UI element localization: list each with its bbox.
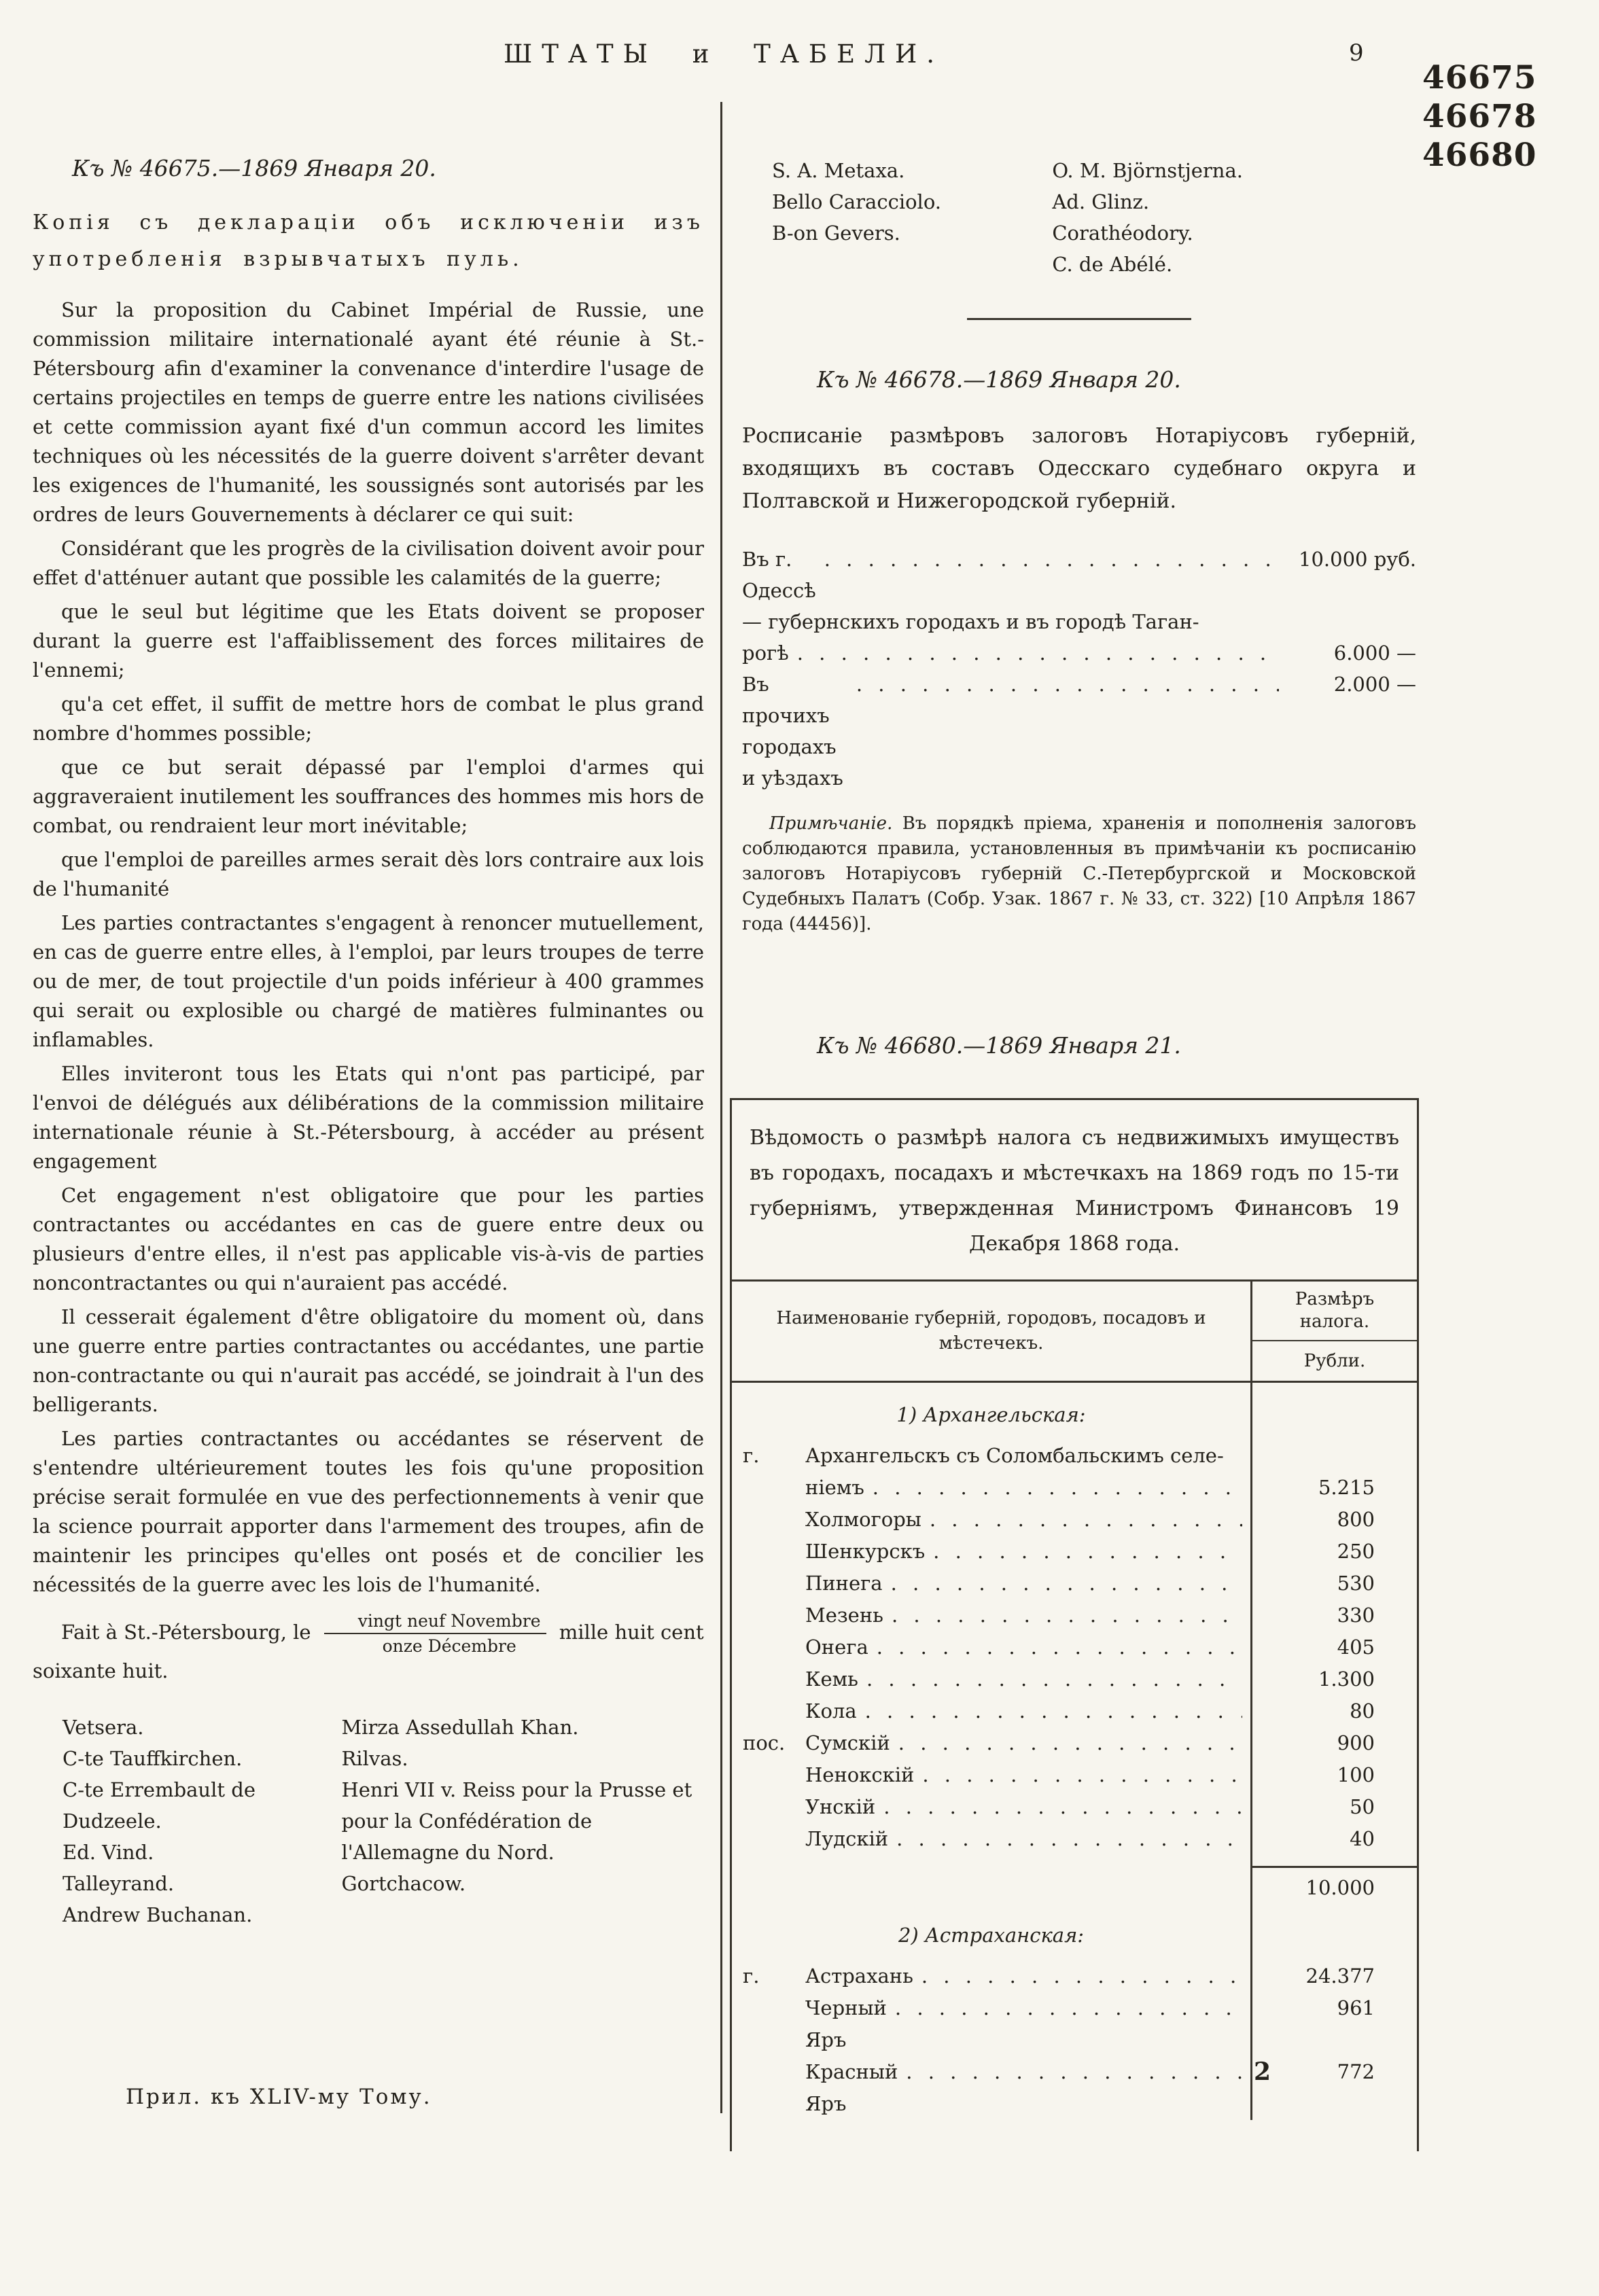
- tariff-row: [742, 669, 1416, 794]
- row-name: Красный Яръ: [805, 2060, 898, 2115]
- signature-item: Ed. Vind.: [63, 1841, 154, 1864]
- dot-leader: [856, 669, 1279, 700]
- column-header-name: Наименованіе губерній, городовъ, посадовъ и мѣстечекъ.: [776, 1308, 1206, 1354]
- date-fraction: [324, 1610, 546, 1657]
- tariff-row: [742, 637, 1416, 669]
- doc-number: 46680: [1422, 137, 1537, 174]
- doc1-paragraph: que ce but serait dépassé par l'emploi d'armes qui aggraveraient inutilement les souffrances des hommes mis hors de combat, ou rendraient leur mort inévitable;: [33, 756, 704, 837]
- dot-leader: [930, 1504, 1242, 1536]
- row-value: 5.215: [1318, 1476, 1375, 1499]
- table-row: [732, 1472, 1417, 1504]
- dot-leader: [906, 2056, 1242, 2088]
- doc2-note-label: Примѣчаніе.: [769, 813, 893, 834]
- subtotal-row: [732, 1866, 1417, 1903]
- dot-leader: [921, 1960, 1242, 1992]
- signature-item: Gortchacow.: [341, 1872, 466, 1895]
- doc2-intro: Росписаніе размѣровъ залоговъ Нотаріусовъ губерній, входящихъ въ составъ Одесскаго судебнаго округа и Полтавской и Нижегородской губерній.: [742, 424, 1416, 513]
- table-body: [732, 1383, 1417, 2120]
- dot-leader: [873, 1472, 1242, 1504]
- row-value: 772: [1337, 2060, 1375, 2083]
- row-value: 961: [1337, 1996, 1375, 2019]
- dateline: [33, 1610, 704, 1686]
- row-name: Ненокскій: [805, 1763, 915, 1786]
- dot-leader: [892, 1600, 1242, 1631]
- column-header-amount: Размѣръ налога.: [1252, 1282, 1417, 1341]
- table-rows-section-1: [732, 1440, 1417, 1855]
- dot-leader: [824, 544, 1279, 575]
- signature-item: Corathéodory.: [1052, 222, 1193, 245]
- row-value: 330: [1337, 1604, 1375, 1627]
- dot-leader: [898, 1727, 1242, 1759]
- row-name: Пинега: [805, 1572, 883, 1595]
- doc1-paragraph: Les parties contractantes s'engagent à renoncer mutuellement, en cas de guerre entre elles, à l'emploi, par leurs troupes de terre ou de mer, de tout projectile d'un poids inférieur à 400 grammes qui serait ou explosible ou chargé de matières fulminantes ou inflamables.: [33, 911, 704, 1051]
- row-value: 50: [1350, 1795, 1375, 1818]
- table-row: [732, 1536, 1417, 1568]
- doc2-note: [742, 811, 1416, 937]
- row-name: Кола: [805, 1699, 857, 1723]
- row-name: Онега: [805, 1636, 868, 1659]
- row-name: Архангельскъ съ Соломбальскимъ селе-: [805, 1444, 1224, 1467]
- table-row: [732, 1504, 1417, 1536]
- tariff-row-wrap: [742, 606, 1416, 637]
- date-fraction-bottom: onze Décembre: [382, 1636, 516, 1656]
- row-name: Унскій: [805, 1795, 876, 1818]
- signature-column-right: [1052, 155, 1416, 280]
- row-name: ніемъ: [805, 1476, 864, 1499]
- doc2-tariff: [742, 544, 1416, 794]
- row-name: Шенкурскъ: [805, 1540, 926, 1563]
- row-name: Черный Яръ: [805, 1996, 887, 2051]
- doc2-heading: Къ № 46678.—1869 Января 20.: [817, 366, 1181, 393]
- doc1-paragraph: qu'a cet effet, il suffit de mettre hors de combat le plus grand nombre d'hommes possible;: [33, 692, 704, 745]
- section-title: 1) Архангельская:: [896, 1403, 1086, 1426]
- signature-item: B-on Gevers.: [772, 222, 900, 245]
- doc1-paragraph: Elles inviteront tous les Etats qui n'ont pas participé, par l'envoi de délégués aux délibérations de la commission militaire internationale réunie à St.-Pétersbourg, à accéder au présent engagement: [33, 1062, 704, 1173]
- signature-column-left: [742, 155, 1052, 280]
- row-value: 1.300: [1318, 1667, 1375, 1691]
- signature-item: Henri VII v. Reiss pour la Prusse et pour la Confédération de l'Allemagne du Nord.: [341, 1778, 692, 1864]
- table-header: [732, 1279, 1417, 1383]
- signature-item: Andrew Buchanan.: [63, 1903, 253, 1926]
- row-value: 530: [1337, 1572, 1375, 1595]
- page-header-title: ШТАТЫ и ТАБЕЛИ.: [504, 39, 944, 69]
- section-row: [732, 1383, 1417, 1440]
- signature-item: Talleyrand.: [63, 1872, 175, 1895]
- section-title: 2) Астраханская:: [898, 1924, 1085, 1947]
- doc1-paragraph: Il cesserait également d'être obligatoire du moment où, dans une guerre entre parties contractantes ou accédantes, une partie non-contractante ou qui n'aurait pas accédé, se joindrait à l'un des belligerants.: [33, 1305, 704, 1416]
- tariff-label: Въ прочихъ городахъ и уѣздахъ: [742, 673, 843, 790]
- dot-leader: [883, 1791, 1242, 1823]
- row-name: Холмогоры: [805, 1508, 921, 1531]
- dot-leader: [891, 1568, 1242, 1600]
- section-row: [732, 1903, 1417, 1960]
- table-row: [732, 1631, 1417, 1663]
- dot-leader: [895, 1992, 1242, 2024]
- dot-leader: [865, 1695, 1242, 1727]
- row-name: Кемь: [805, 1667, 858, 1691]
- table-row: [732, 1960, 1417, 1992]
- table-row: [732, 1823, 1417, 1855]
- signature-item: Vetsera.: [63, 1716, 144, 1739]
- row-prefix: г.: [743, 1964, 760, 1988]
- dot-leader: [933, 1536, 1242, 1568]
- margin-doc-numbers: [1422, 58, 1537, 175]
- table-row: [732, 1663, 1417, 1695]
- signature-item: S. A. Metaxa.: [772, 159, 905, 182]
- row-prefix: пос.: [743, 1731, 786, 1754]
- table-row: [732, 1759, 1417, 1791]
- row-prefix: г.: [743, 1444, 760, 1467]
- table-row: [732, 1600, 1417, 1631]
- tariff-amount: 10.000 руб.: [1299, 548, 1416, 571]
- signature-column-right: [341, 1712, 704, 1930]
- tariff-label: — губернскихъ городахъ и въ городѣ Таган-: [742, 610, 1199, 633]
- signature-item: C-te Errembault de Dudzeele.: [63, 1778, 256, 1833]
- right-column: [742, 155, 1416, 2151]
- row-value: 800: [1337, 1508, 1375, 1531]
- row-name: Сумскій: [805, 1731, 890, 1754]
- signature-item: C-te Tauffkirchen.: [63, 1747, 243, 1770]
- doc1-body: [33, 296, 704, 1600]
- row-value: 900: [1337, 1731, 1375, 1754]
- tariff-amount: 2.000 —: [1333, 673, 1416, 696]
- tariff-label: Въ г. Одессѣ: [742, 548, 816, 602]
- page-number: 9: [1349, 39, 1364, 67]
- table-row: [732, 1992, 1417, 2056]
- column-header-amount-group: [1250, 1282, 1417, 1381]
- doc1-paragraph: Les parties contractantes ou accédantes se réservent de s'entendre ultérieurement toutes les fois qu'une proposition précise serait formulée en vue des perfectionnements à venir que la science pourrait apporter dans l'armement des troupes, afin de maintenir les principes qu'elles ont posés et de concilier les nécessités de la guerre avec les lois de l'humanité.: [33, 1427, 704, 1596]
- left-column: [33, 155, 704, 1930]
- row-value: 405: [1337, 1636, 1375, 1659]
- doc1-paragraph: que le seul but légitime que les Etats doivent se proposer durant la guerre est l'affaiblissement des forces militaires de l'ennemi;: [33, 600, 704, 682]
- signature-item: O. M. Björnstjerna.: [1052, 159, 1243, 182]
- signature-item: Bello Caracciolo.: [772, 190, 941, 213]
- section-divider-rule: [967, 318, 1191, 320]
- section-gap: [1250, 1383, 1417, 1440]
- row-value: 250: [1337, 1540, 1375, 1563]
- sheet-number: 2: [1254, 2057, 1271, 2086]
- tariff-row: [742, 544, 1416, 606]
- tariff-amount: 6.000 —: [1333, 641, 1416, 665]
- doc1-paragraph: Considérant que les progrès de la civilisation doivent avoir pour effet d'atténuer autant que possible les calamités de la guerre;: [33, 537, 704, 589]
- column-subheader-rubles: Рубли.: [1303, 1351, 1366, 1371]
- row-name: Астрахань: [805, 1964, 913, 1988]
- signature-column-left: [33, 1712, 341, 1930]
- doc1-paragraph: Cet engagement n'est obligatoire que pour les parties contractantes ou accédantes en cas de guere entre deux ou plusieurs d'entre elles, il n'est pas applicable vis-à-vis de parties noncontractantes ou qui n'auraient pas accédé.: [33, 1184, 704, 1294]
- column-divider-rule: [720, 102, 722, 2113]
- row-value: 100: [1337, 1763, 1375, 1786]
- table-row: [732, 1568, 1417, 1600]
- doc2-note-text: Въ порядкѣ пріема, храненія и пополненія залоговъ соблюдаются правила, установленныя въ примѣчаніи къ росписанію залоговъ Нотаріусовъ губерній С.-Петербургской и Московской Судебныхъ Палатъ (Собр. Узак. 1867 г. № 33, ст. 322) [10 Апрѣля 1867 года (44456)].: [742, 813, 1416, 934]
- table-row: [732, 2056, 1417, 2120]
- signature-item: Mirza Assedullah Khan.: [341, 1716, 579, 1739]
- signature-item: Rilvas.: [341, 1747, 408, 1770]
- tariff-label: рогѣ: [742, 641, 789, 665]
- doc-number: 46675: [1422, 59, 1537, 96]
- row-value: 80: [1350, 1699, 1375, 1723]
- volume-footer: Прил. къ XLIV-му Тому.: [126, 2085, 432, 2109]
- signature-item: Ad. Glinz.: [1052, 190, 1150, 213]
- doc3-heading: Къ № 46680.—1869 Января 21.: [817, 1032, 1181, 1059]
- doc1-heading: Къ № 46675.—1869 Января 20.: [72, 155, 436, 181]
- row-value: 40: [1350, 1827, 1375, 1850]
- row-name: Мезень: [805, 1604, 883, 1627]
- dot-leader: [877, 1631, 1242, 1663]
- doc1-signatures-continued: [742, 155, 1416, 280]
- dateline-suffix: mille huit cent soixante huit.: [33, 1621, 704, 1682]
- date-fraction-top: vingt neuf Novembre: [324, 1610, 546, 1634]
- table-rows-section-2: [732, 1960, 1417, 2120]
- doc-number: 46678: [1422, 98, 1537, 135]
- tax-table: [732, 1279, 1417, 2120]
- vedomost-box: [730, 1098, 1419, 2151]
- signature-item: C. de Abélé.: [1052, 253, 1173, 276]
- dot-leader: [866, 1663, 1242, 1695]
- dot-leader: [896, 1823, 1242, 1855]
- subtotal-value: 10.000: [1250, 1866, 1417, 1903]
- row-name: Лудскій: [805, 1827, 889, 1850]
- table-row: [732, 1440, 1417, 1472]
- table-row: [732, 1727, 1417, 1759]
- table-row: [732, 1791, 1417, 1823]
- table-row: [732, 1695, 1417, 1727]
- doc1-paragraph: que l'emploi de pareilles armes serait dès lors contraire aux lois de l'humanité: [33, 848, 704, 900]
- doc1-title: Копія съ деклараціи объ исключеніи изъ употребленія взрывчатыхъ пуль.: [33, 211, 704, 271]
- doc1-paragraph: Sur la proposition du Cabinet Impérial de Russie, une commission militaire internationalé ayant été réunie à St.-Pétersbourg afin d'examiner la convenance d'interdire l'usage de certains projectiles en temps de guerre entre les nations civilisées et cette commission ayant fixé d'un commun accord les limites techniques où les nécessités de la guerre doivent s'arrêter devant les exigences de l'humanité, les soussignés sont autorisés par les ordres de leurs Gouvernements à déclarer ce qui suit:: [33, 298, 704, 526]
- doc1-signatures: [33, 1712, 704, 1930]
- section-gap: [1250, 1903, 1417, 1960]
- dot-leader: [922, 1759, 1242, 1791]
- row-value: 24.377: [1305, 1964, 1375, 1988]
- vedomost-title: Вѣдомость о размѣрѣ налога съ недвижимыхъ имуществъ въ городахъ, посадахъ и мѣстечкахъ на 1869 годъ по 15-ти губерніямъ, утвержденная Министромъ Финансовъ 19 Декабря 1868 года.: [750, 1126, 1399, 1256]
- dot-leader: [797, 637, 1279, 669]
- dateline-prefix: Fait à St.-Pétersbourg, le: [61, 1621, 311, 1644]
